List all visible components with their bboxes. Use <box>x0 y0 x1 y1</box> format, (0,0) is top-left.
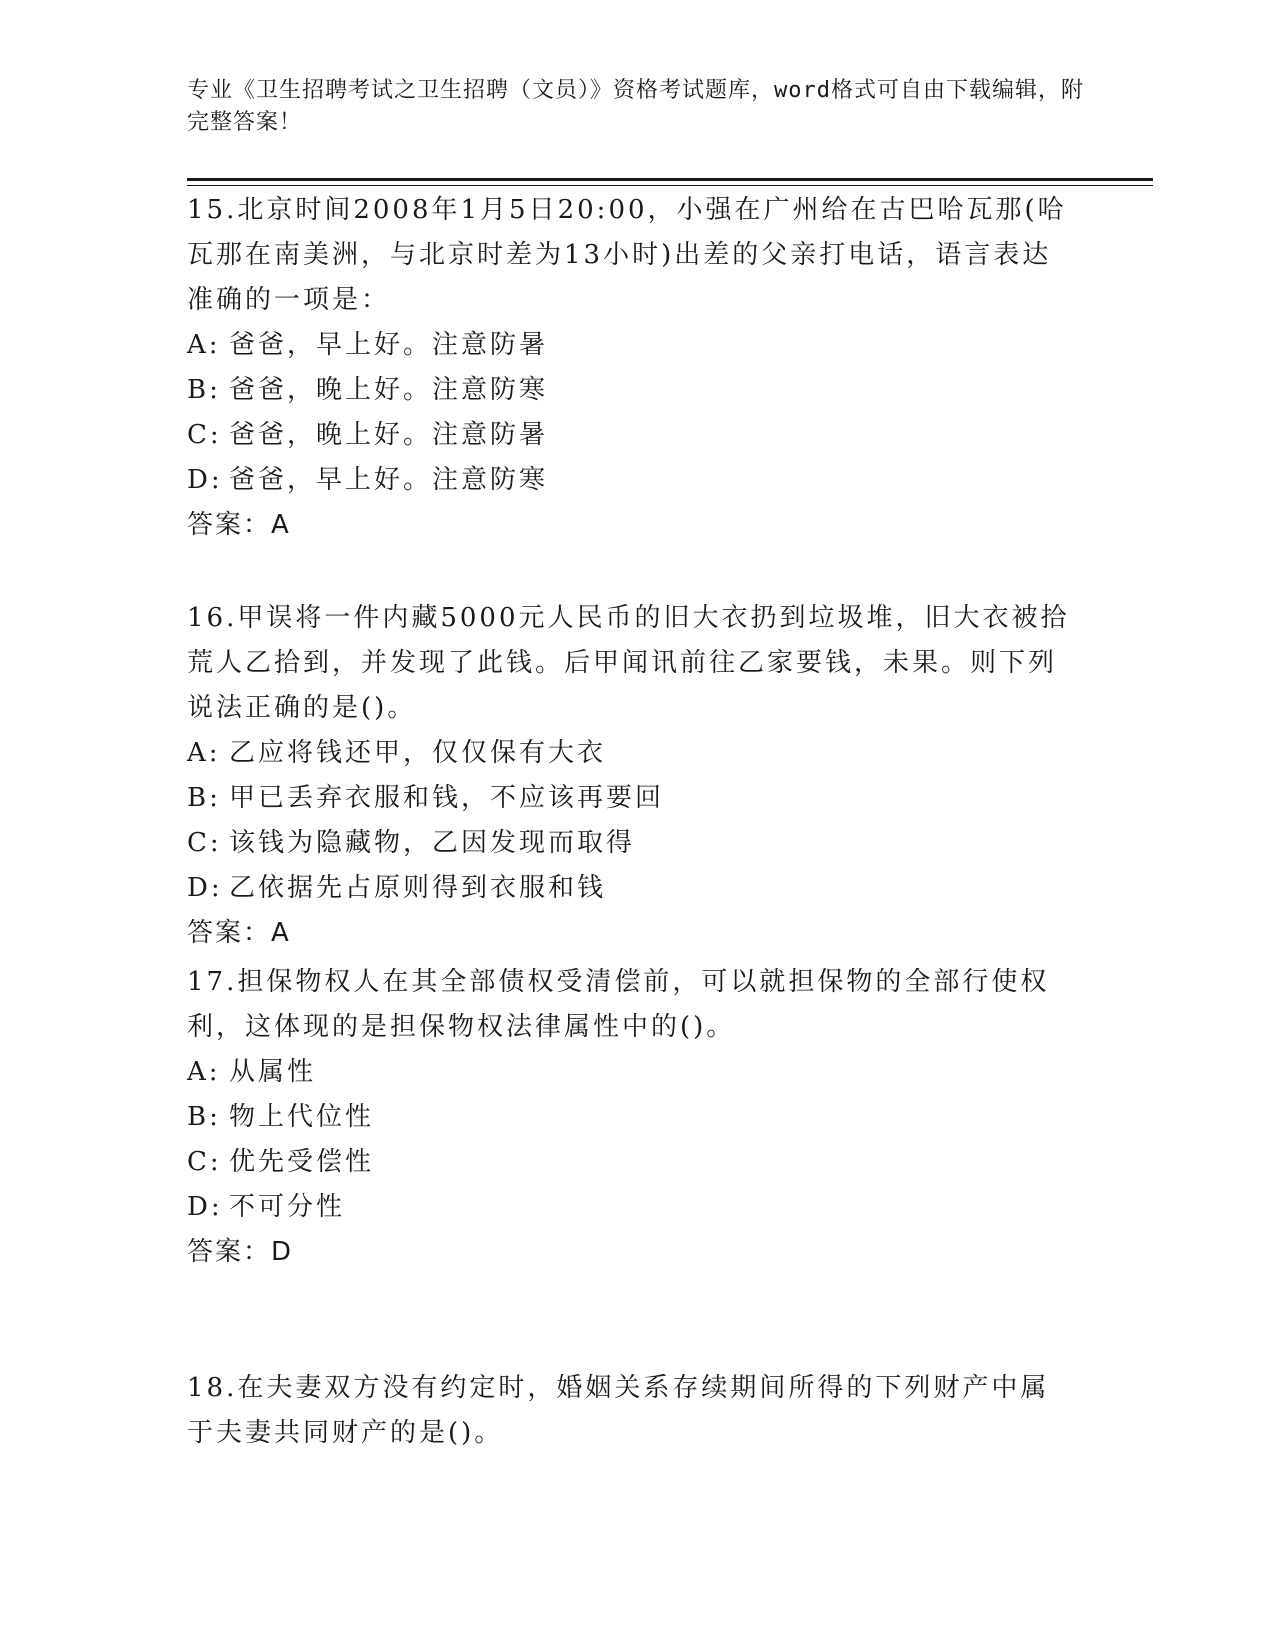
option-letter: C: <box>187 828 222 858</box>
option-text: 优先受偿性 <box>229 1147 375 1177</box>
option-letter: B: <box>187 1102 221 1132</box>
option-text: 爸爸，早上好。注意防暑 <box>229 330 549 360</box>
option-letter: A: <box>187 738 221 768</box>
option-text: 物上代位性 <box>229 1102 375 1132</box>
option-b <box>187 368 1077 413</box>
header-divider-thin <box>187 185 1153 186</box>
option-letter: D: <box>187 465 223 495</box>
answer-label: 答案：D <box>187 1237 294 1267</box>
option-text: 该钱为隐藏物，乙因发现而取得 <box>229 828 636 858</box>
question-17 <box>187 960 1077 1275</box>
option-b <box>187 776 1077 821</box>
option-letter: D: <box>187 1192 223 1222</box>
option-text: 不可分性 <box>229 1192 346 1222</box>
option-letter: A: <box>187 1057 221 1087</box>
option-text: 爸爸，晚上好。注意防暑 <box>229 420 549 450</box>
question-stem: 15.北京时间2008年1月5日20:00，小强在广州给在古巴哈瓦那(哈瓦那在南美洲，与北京时差为13小时)出差的父亲打电话，语言表达准确的一项是： <box>187 195 1067 315</box>
answer-label: 答案：A <box>187 918 291 948</box>
document-header: 专业《卫生招聘考试之卫生招聘（文员）》资格考试题库，word格式可自由下载编辑，附完整答案！ <box>187 78 1084 135</box>
question-18 <box>187 1366 1077 1456</box>
question-16 <box>187 596 1077 956</box>
header-divider-thick <box>187 178 1153 181</box>
option-d <box>187 866 1077 911</box>
option-c <box>187 413 1077 458</box>
option-a <box>187 1050 1077 1095</box>
option-text: 甲已丢弃衣服和钱，不应该再要回 <box>229 783 665 813</box>
option-a <box>187 731 1077 776</box>
option-b <box>187 1095 1077 1140</box>
option-a <box>187 323 1077 368</box>
option-letter: C: <box>187 1147 222 1177</box>
option-d <box>187 1185 1077 1230</box>
option-text: 从属性 <box>229 1057 317 1087</box>
option-text: 爸爸，早上好。注意防寒 <box>229 465 549 495</box>
option-d <box>187 458 1077 503</box>
option-c <box>187 821 1077 866</box>
question-stem: 17.担保物权人在其全部债权受清偿前，可以就担保物的全部行使权利，这体现的是担保物权法律属性中的()。 <box>187 967 1050 1042</box>
option-letter: B: <box>187 783 221 813</box>
option-text: 爸爸，晚上好。注意防寒 <box>229 375 549 405</box>
question-15 <box>187 188 1077 548</box>
question-stem: 16.甲误将一件内藏5000元人民币的旧大衣扔到垃圾堆，旧大衣被拾荒人乙拾到，并发现了此钱。后甲闻讯前往乙家要钱，未果。则下列说法正确的是()。 <box>187 603 1070 723</box>
option-letter: D: <box>187 873 223 903</box>
option-text: 乙应将钱还甲，仅仅保有大衣 <box>229 738 607 768</box>
option-letter: B: <box>187 375 221 405</box>
option-text: 乙依据先占原则得到衣服和钱 <box>229 873 607 903</box>
option-letter: A: <box>187 330 221 360</box>
option-c <box>187 1140 1077 1185</box>
option-letter: C: <box>187 420 222 450</box>
answer-label: 答案：A <box>187 510 291 540</box>
question-stem: 18.在夫妻双方没有约定时，婚姻关系存续期间所得的下列财产中属于夫妻共同财产的是()。 <box>187 1373 1050 1448</box>
